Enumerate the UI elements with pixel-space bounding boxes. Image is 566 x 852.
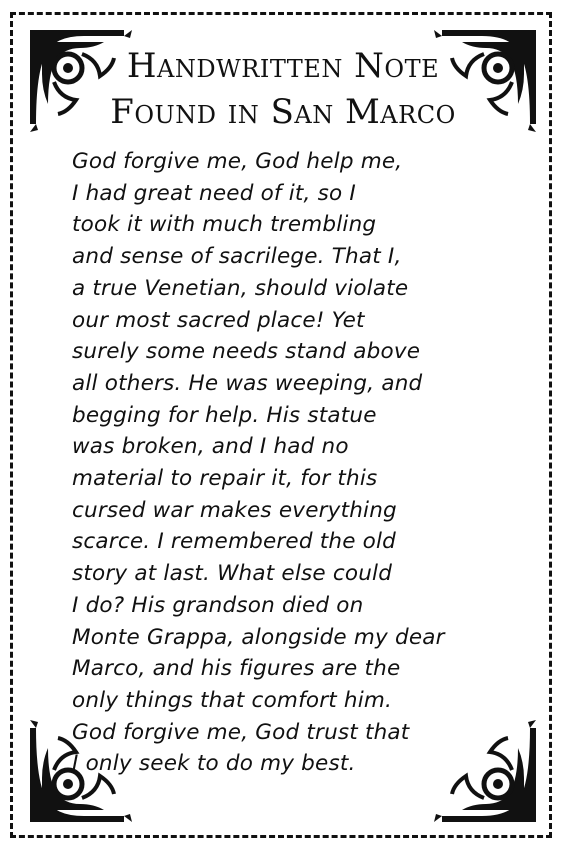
note-line: story at last. What else could	[72, 561, 393, 587]
note-line: our most sacred place! Yet	[72, 307, 365, 333]
title-line-1: Handwritten Note	[126, 46, 440, 86]
note-line: material to repair it, for this	[72, 466, 378, 492]
note-line: God forgive me, God trust that	[72, 719, 410, 745]
note-line: I had great need of it, so I	[72, 180, 356, 206]
note-line: scarce. I remembered the old	[72, 529, 397, 555]
note-line: a true Venetian, should violate	[72, 275, 409, 301]
note-line: surely some needs stand above	[72, 339, 421, 365]
note-line: begging for help. His statue	[72, 402, 377, 428]
note-line: Monte Grappa, alongside my dear	[72, 624, 445, 650]
note-line: I only seek to do my best.	[72, 751, 356, 777]
note-line: was broken, and I had no	[72, 434, 349, 460]
title-line-2: Found in San Marco	[110, 92, 456, 132]
note-line: and sense of sacrilege. That I,	[72, 244, 402, 270]
note-line: I do? His grandson died on	[72, 592, 364, 618]
note-line: took it with much trembling	[72, 212, 377, 238]
note-body	[72, 146, 502, 780]
note-line: only things that comfort him.	[72, 687, 393, 713]
note-line: God forgive me, God help me,	[72, 149, 403, 174]
note-line: cursed war makes everything	[72, 497, 397, 523]
note-line: all others. He was weeping, and	[72, 370, 423, 396]
note-line: Marco, and his figures are the	[72, 656, 401, 682]
